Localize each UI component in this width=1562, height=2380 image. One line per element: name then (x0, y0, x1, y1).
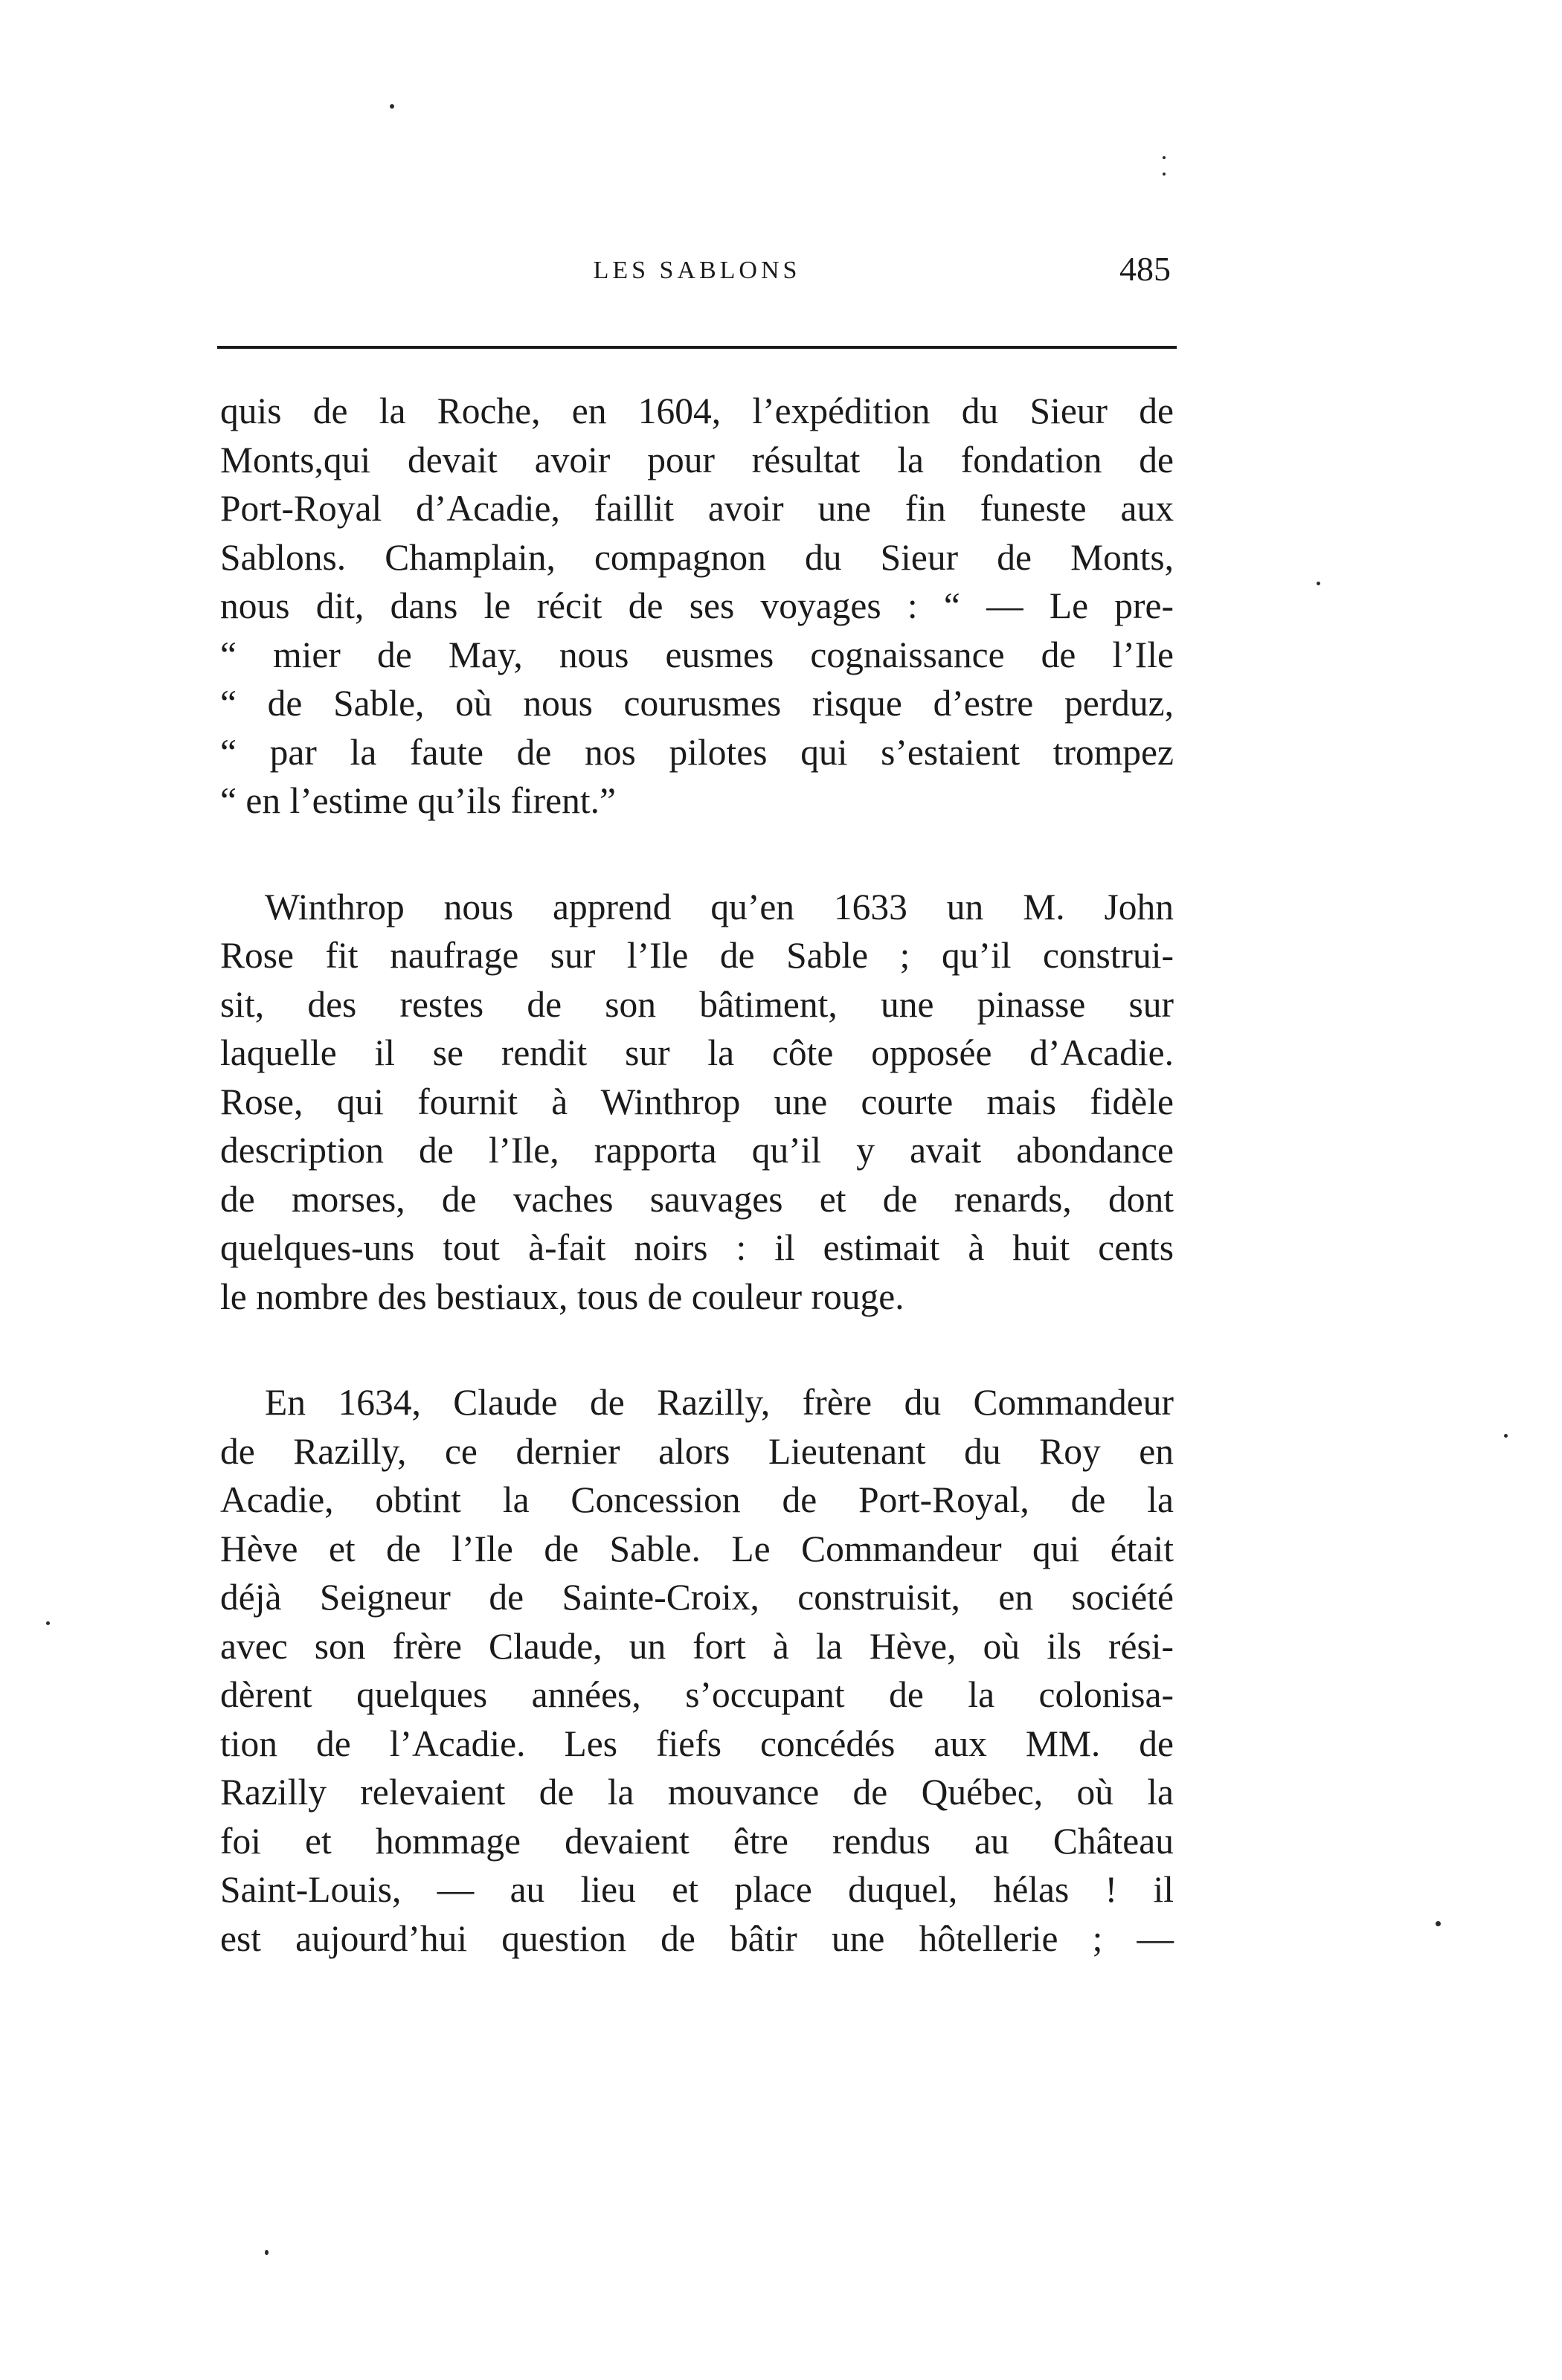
text-line: En 1634, Claude de Razilly, frère du Commandeur (265, 1382, 1174, 1423)
scan-speck (1504, 1434, 1508, 1438)
text-line: sit, des restes de son bâtiment, une pinasse sur (220, 983, 1174, 1025)
text-line: Hève et de l’Ile de Sable. Le Commandeur qui était (220, 1528, 1174, 1569)
paragraph-2 (220, 883, 1174, 1322)
text-line: Razilly relevaient de la mouvance de Québec, où la (220, 1772, 1174, 1813)
text-line: nous dit, dans le récit de ses voyages : “ — Le pre- (220, 585, 1174, 626)
paragraph-1 (220, 387, 1174, 826)
text-line: avec son frère Claude, un fort à la Hève, où ils rési- (220, 1625, 1174, 1667)
text-line: Winthrop nous apprend qu’en 1633 un M. John (265, 886, 1174, 927)
running-head: LES SABLONS (593, 257, 801, 284)
text-line: Sablons. Champlain, compagnon du Sieur de Monts, (220, 536, 1174, 578)
paragraph-3 (220, 1378, 1174, 1963)
text-line: le nombre des bestiaux, tous de couleur rouge. (220, 1276, 904, 1317)
text-line: Rose, qui fournit à Winthrop une courte mais fidèle (220, 1081, 1174, 1122)
text-line: Acadie, obtint la Concession de Port-Royal, de la (220, 1479, 1174, 1520)
text-line: description de l’Ile, rapporta qu’il y avait abondance (220, 1130, 1174, 1171)
scan-speck (46, 1621, 50, 1625)
text-line: quelques-uns tout à-fait noirs : il estimait à huit cents (220, 1227, 1174, 1268)
scan-speck (265, 2250, 269, 2255)
text-line: “ en l’estime qu’ils firent.” (220, 780, 616, 821)
text-line: déjà Seigneur de Sainte-Croix, construisit, en société (220, 1577, 1174, 1618)
body-text (220, 387, 1174, 1963)
page-header (217, 249, 1177, 294)
scan-speck (1163, 156, 1166, 159)
header-rule (217, 346, 1177, 349)
text-line: “ par la faute de nos pilotes qui s’estaient trompez (220, 731, 1174, 773)
text-line: dèrent quelques années, s’occupant de la colonisa- (220, 1674, 1174, 1715)
text-line: de Razilly, ce dernier alors Lieutenant du Roy en (220, 1430, 1174, 1472)
scan-speck (390, 104, 394, 109)
text-line: Saint-Louis, — au lieu et place duquel, hélas ! il (220, 1869, 1174, 1910)
text-line: foi et hommage devaient être rendus au Château (220, 1820, 1174, 1862)
text-line: quis de la Roche, en 1604, l’expédition du Sieur de (220, 390, 1174, 431)
text-line: Monts,qui devait avoir pour résultat la fondation de (220, 439, 1174, 480)
text-line: Port-Royal d’Acadie, faillit avoir une fin funeste aux (220, 488, 1174, 529)
text-line: tion de l’Acadie. Les fiefs concédés aux MM. de (220, 1723, 1174, 1764)
scan-speck (1163, 173, 1166, 176)
scan-speck (1317, 582, 1320, 585)
text-line: Rose fit naufrage sur l’Ile de Sable ; qu’il construi- (220, 935, 1174, 976)
text-line: est aujourd’hui question de bâtir une hôtellerie ; — (220, 1917, 1174, 1959)
text-line: laquelle il se rendit sur la côte opposée d’Acadie. (220, 1032, 1174, 1073)
page-number: 485 (1119, 250, 1171, 288)
scan-speck (1436, 1921, 1441, 1926)
text-line: “ mier de May, nous eusmes cognaissance de l’Ile (220, 634, 1174, 675)
text-line: “ de Sable, où nous courusmes risque d’estre perduz, (220, 683, 1174, 724)
text-line: de morses, de vaches sauvages et de renards, dont (220, 1178, 1174, 1220)
